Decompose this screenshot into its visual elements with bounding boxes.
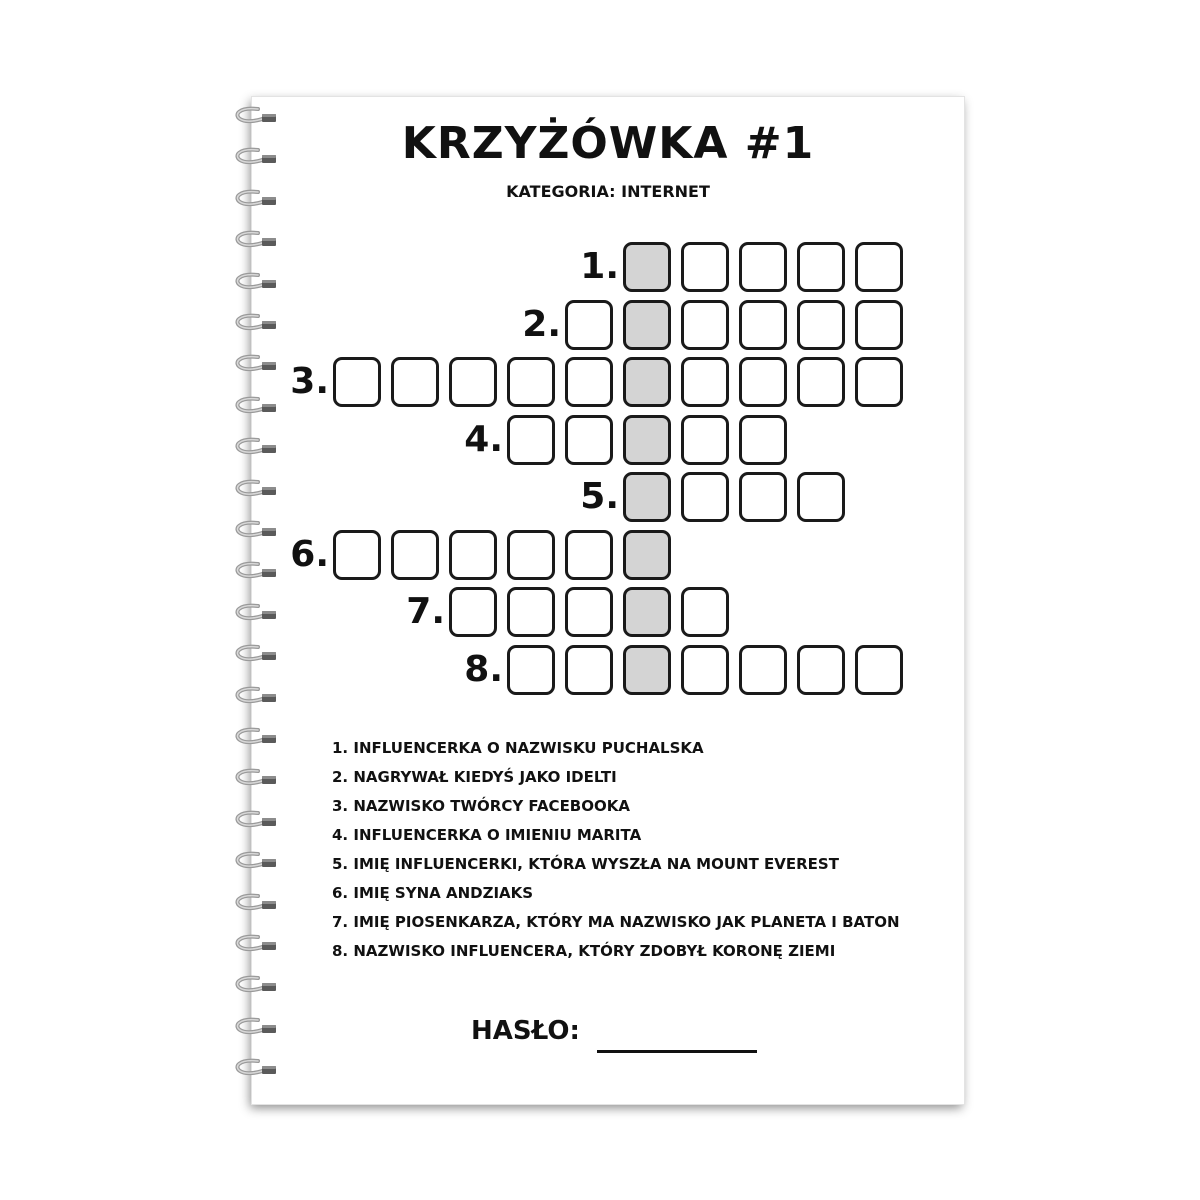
spiral-binding [228, 105, 288, 1100]
answer-label: HASŁO: [471, 1016, 580, 1046]
letter-cell[interactable] [391, 530, 439, 580]
letter-cell[interactable] [797, 300, 845, 350]
clue-item: 5. IMIĘ INFLUENCERKI, KTÓRA WYSZŁA NA MOUNT EVEREST [332, 855, 839, 873]
letter-cell[interactable] [449, 357, 497, 407]
password-cell[interactable] [623, 300, 671, 350]
letter-cell[interactable] [855, 357, 903, 407]
letter-cell[interactable] [797, 472, 845, 522]
letter-cell[interactable] [449, 587, 497, 637]
clue-item: 2. NAGRYWAŁ KIEDYŚ JAKO IDELTI [332, 768, 617, 786]
letter-cell[interactable] [739, 357, 787, 407]
spiral-ring-icon [228, 271, 282, 297]
row-number: 7. [406, 591, 445, 632]
spiral-ring-icon [228, 229, 282, 255]
clue-item: 1. INFLUENCERKA O NAZWISKU PUCHALSKA [332, 739, 704, 757]
clue-item: 7. IMIĘ PIOSENKARZA, KTÓRY MA NAZWISKO JAK PLANETA I BATON [332, 913, 900, 931]
letter-cell[interactable] [565, 357, 613, 407]
letter-cell[interactable] [507, 530, 555, 580]
letter-cell[interactable] [739, 300, 787, 350]
letter-cell[interactable] [681, 472, 729, 522]
letter-cell[interactable] [855, 242, 903, 292]
letter-cell[interactable] [449, 530, 497, 580]
password-cell[interactable] [623, 587, 671, 637]
spiral-ring-icon [228, 892, 282, 918]
row-number: 3. [290, 361, 329, 402]
spiral-ring-icon [228, 974, 282, 1000]
letter-cell[interactable] [333, 357, 381, 407]
letter-cell[interactable] [681, 415, 729, 465]
letter-cell[interactable] [507, 587, 555, 637]
spiral-ring-icon [228, 767, 282, 793]
clue-item: 4. INFLUENCERKA O IMIENIU MARITA [332, 826, 642, 844]
clue-item: 6. IMIĘ SYNA ANDZIAKS [332, 884, 534, 902]
letter-cell[interactable] [797, 645, 845, 695]
spiral-ring-icon [228, 602, 282, 628]
letter-cell[interactable] [507, 645, 555, 695]
spiral-ring-icon [228, 933, 282, 959]
letter-cell[interactable] [797, 242, 845, 292]
letter-cell[interactable] [681, 645, 729, 695]
letter-cell[interactable] [739, 645, 787, 695]
row-number: 6. [290, 534, 329, 575]
password-cell[interactable] [623, 242, 671, 292]
clue-item: 8. NAZWISKO INFLUENCERA, KTÓRY ZDOBYŁ KORONĘ ZIEMI [332, 942, 836, 960]
row-number: 4. [464, 419, 503, 460]
password-cell[interactable] [623, 472, 671, 522]
letter-cell[interactable] [565, 300, 613, 350]
letter-cell[interactable] [507, 357, 555, 407]
letter-cell[interactable] [739, 242, 787, 292]
row-number: 1. [580, 246, 619, 287]
letter-cell[interactable] [681, 357, 729, 407]
spiral-ring-icon [228, 1057, 282, 1083]
row-number: 5. [580, 476, 619, 517]
clue-item: 3. NAZWISKO TWÓRCY FACEBOOKA [332, 797, 630, 815]
letter-cell[interactable] [565, 530, 613, 580]
letter-cell[interactable] [565, 587, 613, 637]
letter-cell[interactable] [739, 472, 787, 522]
letter-cell[interactable] [681, 587, 729, 637]
letter-cell[interactable] [797, 357, 845, 407]
letter-cell[interactable] [855, 645, 903, 695]
spiral-ring-icon [228, 643, 282, 669]
letter-cell[interactable] [565, 645, 613, 695]
spiral-ring-icon [228, 726, 282, 752]
spiral-ring-icon [228, 850, 282, 876]
letter-cell[interactable] [391, 357, 439, 407]
spiral-ring-icon [228, 1016, 282, 1042]
letter-cell[interactable] [565, 415, 613, 465]
letter-cell[interactable] [681, 242, 729, 292]
worksheet-category: KATEGORIA: INTERNET [506, 182, 710, 201]
spiral-ring-icon [228, 312, 282, 338]
password-cell[interactable] [623, 357, 671, 407]
letter-cell[interactable] [855, 300, 903, 350]
spiral-ring-icon [228, 478, 282, 504]
password-cell[interactable] [623, 415, 671, 465]
password-cell[interactable] [623, 530, 671, 580]
letter-cell[interactable] [507, 415, 555, 465]
spiral-ring-icon [228, 809, 282, 835]
letter-cell[interactable] [739, 415, 787, 465]
row-number: 2. [522, 304, 561, 345]
clue-list [332, 736, 900, 968]
row-number: 8. [464, 649, 503, 690]
spiral-ring-icon [228, 685, 282, 711]
password-cell[interactable] [623, 645, 671, 695]
letter-cell[interactable] [333, 530, 381, 580]
spiral-ring-icon [228, 436, 282, 462]
answer-line[interactable] [597, 1050, 757, 1053]
worksheet-title: KRZYŻÓWKA #1 [401, 118, 815, 169]
letter-cell[interactable] [681, 300, 729, 350]
